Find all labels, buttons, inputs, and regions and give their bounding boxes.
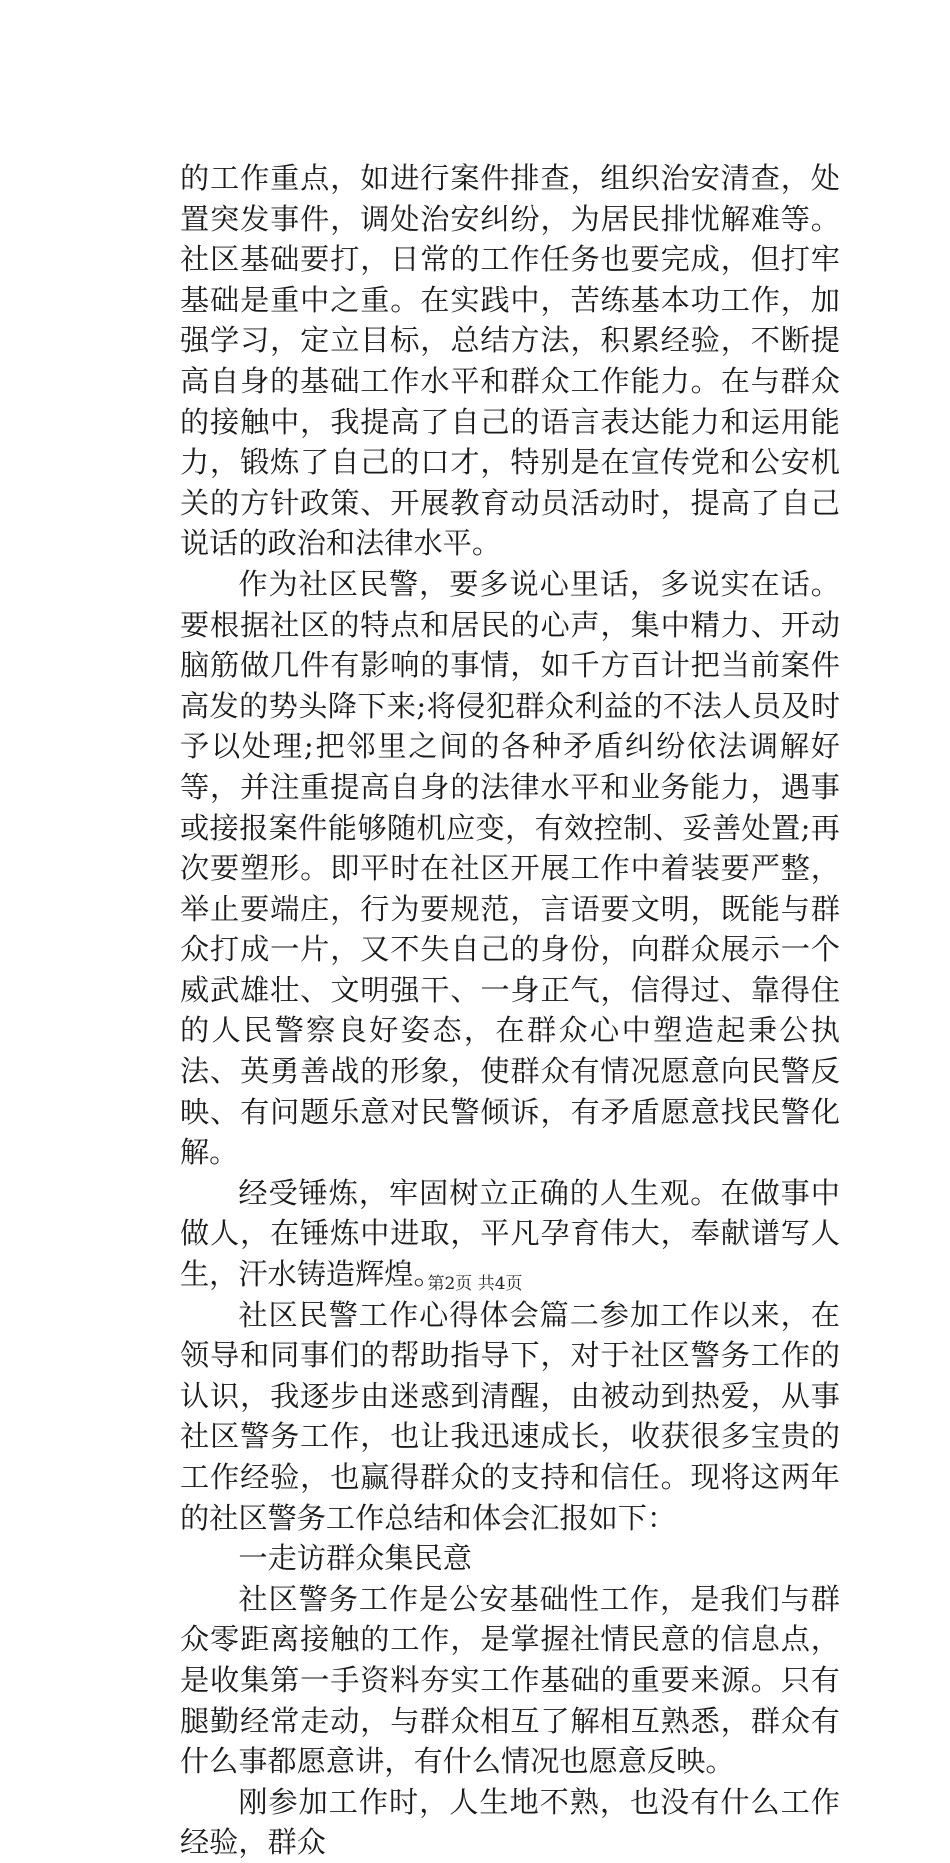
section-heading: 一走访群众集民意 (238, 1541, 472, 1576)
paragraph-3: 经受锤炼，牢固树立正确的人生观。在做事中做人，在锤炼中进取，平凡孕育伟大，奉献谱写人生，汗水铸造辉煌。 (180, 1175, 840, 1292)
paragraph-1: 的工作重点，如进行案件排查，组织治安清查，处置突发事件，调处治安纠纷，为居民排忧解难等。社区基础要打，日常的工作任务也要完成，但打牢基础是重中之重。在实践中，苦练基本功工作，加强学习，定立目标，总结方法，积累经验，不断提高自身的基础工作水平和群众工作能力。在与群众的接触中，我提高了自己的语言表达能力和运用能力，锻炼了自己的口才，特别是在宣传党和公安机关的方针政策、开展教育动员活动时，提高了自己说话的政治和法律水平。 (180, 161, 840, 561)
document-body (180, 158, 840, 1863)
paragraph-5: 社区警务工作是公安基础性工作，是我们与群众零距离接触的工作，是掌握社情民意的信息点，是收集第一手资料夯实工作基础的重要来源。只有腿勤经常走动，与群众相互了解相互熟悉，群众有什么事都愿意讲，有什么情况也愿意反映。 (180, 1581, 840, 1779)
paragraph-4: 社区民警工作心得体会篇二参加工作以来，在领导和同事们的帮助指导下，对于社区警务工作的认识，我逐步由迷惑到清醒，由被动到热爱，从事社区警务工作，也让我迅速成长，收获很多宝贵的工作经验，也赢得群众的支持和信任。现将这两年的社区警务工作总结和体会汇报如下： (180, 1297, 840, 1535)
paragraph-6: 刚参加工作时，人生地不熟，也没有什么工作经验，群众 (180, 1784, 840, 1860)
page-footer (0, 1273, 950, 1295)
page-number-label: 第2页 共4页 (427, 1274, 523, 1294)
paragraph-2: 作为社区民警，要多说心里话，多说实在话。要根据社区的特点和居民的心声，集中精力、开动脑筋做几件有影响的事情，如千方百计把当前案件高发的势头降下来;将侵犯群众利益的不法人员及时予以处理;把邻里之间的各种矛盾纠纷依法调解好等，并注重提高自身的法律水平和业务能力，遇事或接报案件能够随机应变，有效控制、妥善处置;再次要塑形。即平时在社区开展工作中着装要严整，举止要端庄，行为要规范，言语要文明，既能与群众打成一片，又不失自己的身份，向群众展示一个威武雄壮、文明强干、一身正气，信得过、靠得住的人民警察良好姿态，在群众心中塑造起秉公执法、英勇善战的形象，使群众有情况愿意向民警反映、有问题乐意对民警倾诉，有矛盾愿意找民警化解。 (180, 566, 840, 1170)
